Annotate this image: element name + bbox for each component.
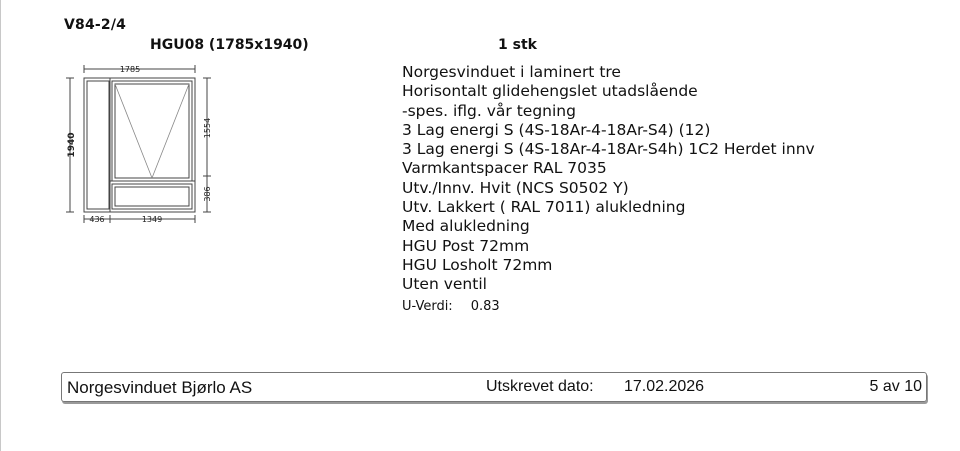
u-value: 0.83	[470, 299, 500, 314]
opening-line-right	[152, 84, 189, 178]
spec-line: Utv./Innv. Hvit (NCS S0502 Y)	[402, 178, 629, 197]
opening-line-left	[115, 84, 152, 178]
dim-bottom-right-label: 1349	[141, 215, 163, 224]
quantity: 1 stk	[498, 37, 537, 53]
spec-line: Horisontalt glidehengslet utadslående	[402, 82, 698, 101]
main-sash	[112, 81, 192, 181]
spec-line: HGU Losholt 72mm	[402, 255, 553, 274]
spec-line: HGU Post 72mm	[402, 236, 530, 255]
position-code: V84-2/4	[64, 17, 127, 33]
dim-bottom-left-label: 436	[89, 215, 105, 224]
spec-line: Med alukledning	[402, 217, 530, 236]
footer-page-number: 5 av 10	[869, 378, 922, 395]
u-value-row	[402, 299, 500, 314]
spec-line: Varmkantspacer RAL 7035	[402, 159, 607, 178]
footer-printed-date: 17.02.2026	[624, 378, 705, 395]
spec-line: 3 Lag energi S (4S-18Ar-4-18Ar-S4h) 1C2 Herdet innv	[402, 140, 815, 159]
page-footer	[61, 372, 927, 402]
main-sash-glass	[115, 84, 189, 178]
specification-list	[402, 63, 815, 295]
spec-line: Uten ventil	[402, 275, 487, 294]
dim-right-upper-label: 1554	[203, 117, 212, 139]
u-value-label: U-Verdi:	[402, 299, 453, 314]
spec-line: Norgesvinduet i laminert tre	[402, 63, 621, 81]
footer-company: Norgesvinduet Bjørlo AS	[67, 378, 253, 397]
dim-top-label: 1785	[119, 65, 141, 74]
window-outer-frame	[84, 78, 195, 212]
product-title: HGU08 (1785x1940)	[150, 37, 309, 53]
left-fixed-panel	[87, 81, 109, 209]
lower-panel-glass	[115, 187, 189, 206]
spec-line: -spes. iflg. vår tegning	[402, 101, 576, 120]
dim-right-lower-label: 386	[203, 186, 212, 202]
lower-panel	[112, 184, 192, 209]
window-drawing	[60, 58, 220, 230]
footer-printed-label: Utskrevet dato:	[486, 378, 594, 395]
page-left-edge	[0, 0, 1, 451]
dim-left-label: 1940	[67, 132, 77, 158]
spec-line: Utv. Lakkert ( RAL 7011) alukledning	[402, 198, 686, 217]
spec-line: 3 Lag energi S (4S-18Ar-4-18Ar-S4) (12)	[402, 120, 711, 139]
